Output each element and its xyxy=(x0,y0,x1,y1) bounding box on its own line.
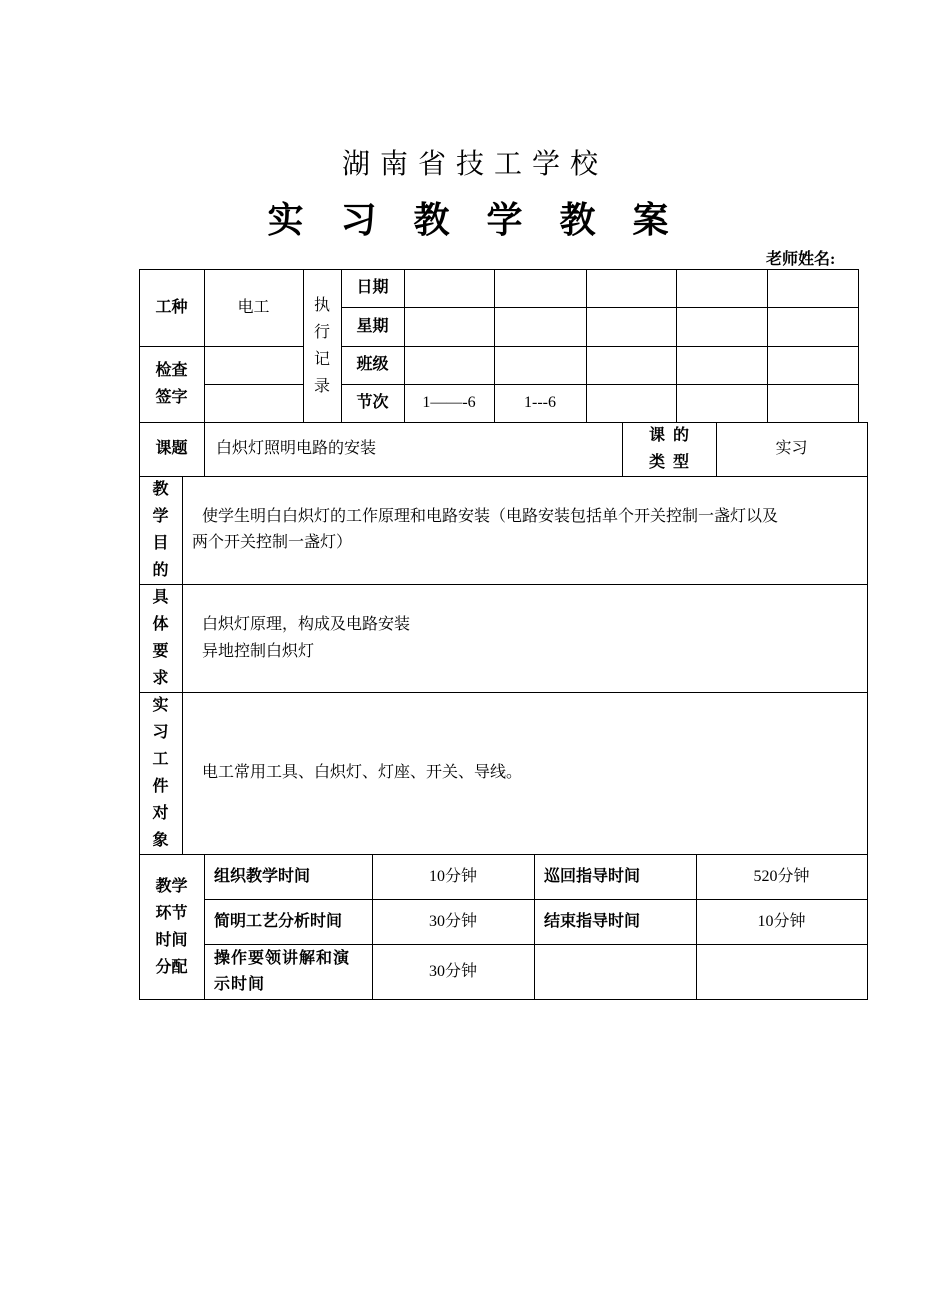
workpiece-char: 实 xyxy=(152,697,169,714)
purpose-label xyxy=(139,476,182,584)
workpiece-text: 电工常用工具、白炽灯、灯座、开关、导线。 xyxy=(202,764,523,781)
closing-guide-time-label: 结束指导时间 xyxy=(544,912,641,930)
exec-char: 录 xyxy=(313,377,330,395)
purpose-char: 学 xyxy=(152,508,169,525)
exec-record-label xyxy=(303,269,341,422)
school-name: 湖南省技工学校 xyxy=(341,149,608,180)
topic-label: 课题 xyxy=(155,440,188,457)
purpose-char: 目 xyxy=(152,535,169,552)
time-allocation-label-line: 教学 xyxy=(155,877,188,895)
sign-label-line: 签字 xyxy=(155,389,188,406)
weekday-label: 星期 xyxy=(356,317,389,335)
demo-time-label xyxy=(214,944,370,999)
trade-label: 工种 xyxy=(155,298,188,316)
purpose-char: 教 xyxy=(152,481,169,498)
check-label-line: 检查 xyxy=(155,362,188,379)
date-label: 日期 xyxy=(356,279,389,296)
demo-time-label-line: 示时间 xyxy=(214,976,266,993)
demo-time-value: 30分钟 xyxy=(428,962,477,980)
empty-cell xyxy=(696,944,867,999)
organize-time-value: 10分钟 xyxy=(428,867,477,885)
workpiece-char: 象 xyxy=(152,832,169,849)
requirements-line: 异地控制白炽灯 xyxy=(202,643,315,660)
requirements-label xyxy=(139,584,182,692)
time-allocation-label-line: 分配 xyxy=(155,958,188,976)
teacher-name-label: 老师姓名: xyxy=(766,251,836,268)
requirements-line: 白炽灯原理，构成及电路安装 xyxy=(202,616,411,633)
requirements-text xyxy=(202,611,802,665)
time-allocation-label-line: 环节 xyxy=(155,904,188,922)
process-analysis-time-label: 简明工艺分析时间 xyxy=(214,912,343,930)
class-label: 班级 xyxy=(356,356,389,373)
lesson-type-label xyxy=(622,422,716,476)
tour-guide-time-value: 520分钟 xyxy=(753,867,810,885)
workpiece-char: 对 xyxy=(152,805,169,822)
workpiece-char: 习 xyxy=(152,724,169,741)
requirements-char: 求 xyxy=(152,670,169,687)
purpose-line: 使学生明白白炽灯的工作原理和电路安装（电路安装包括单个开关控制一盏灯以及 xyxy=(202,508,779,525)
period-value: 1---6 xyxy=(524,394,556,411)
organize-time-label: 组织教学时间 xyxy=(214,867,311,885)
exec-char: 执 xyxy=(313,296,330,314)
requirements-char: 体 xyxy=(152,616,169,633)
period-label: 节次 xyxy=(356,394,389,411)
purpose-char: 的 xyxy=(152,562,169,579)
period-value: 1——-6 xyxy=(422,394,476,411)
trade-value: 电工 xyxy=(237,298,270,316)
lesson-type-label-line: 课 的 xyxy=(648,427,689,444)
time-allocation-label-line: 时间 xyxy=(155,931,188,949)
document-title: 实 习 教 学 教 案 xyxy=(267,200,683,240)
topic-value: 白炽灯照明电路的安装 xyxy=(216,440,377,457)
lesson-type-value: 实习 xyxy=(775,440,808,457)
check-sign-label xyxy=(139,346,204,422)
workpiece-label xyxy=(139,692,182,854)
requirements-char: 具 xyxy=(152,589,169,606)
workpiece-char: 工 xyxy=(152,751,169,768)
demo-time-label-line: 操作要领讲解和演 xyxy=(214,950,351,967)
closing-guide-time-value: 10分钟 xyxy=(757,912,806,930)
empty-cell xyxy=(534,944,696,999)
tour-guide-time-label: 巡回指导时间 xyxy=(544,867,641,885)
exec-char: 记 xyxy=(313,350,330,368)
time-allocation-label xyxy=(139,854,204,999)
lesson-type-label-line: 类 型 xyxy=(648,454,689,471)
purpose-text xyxy=(192,504,862,556)
exec-char: 行 xyxy=(313,323,330,341)
workpiece-char: 件 xyxy=(152,778,169,795)
process-analysis-time-value: 30分钟 xyxy=(428,912,477,930)
requirements-char: 要 xyxy=(152,643,169,660)
purpose-line: 两个开关控制一盏灯） xyxy=(192,534,353,551)
